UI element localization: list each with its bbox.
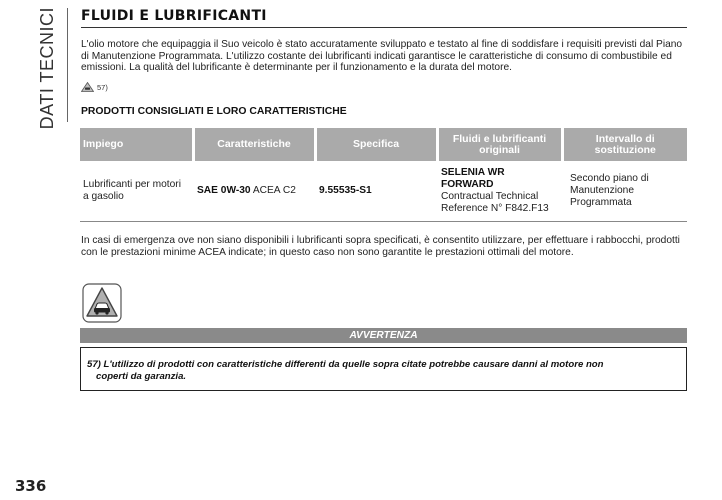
warning-text-line1: 57) L'utilizzo di prodotti con caratteristiche differenti da quelle sopra citate potrebbe causare danni al motore non	[87, 359, 604, 370]
note-reference	[81, 81, 108, 93]
products-table	[80, 128, 687, 222]
cell-caratteristiche	[193, 161, 315, 222]
side-divider	[67, 8, 68, 122]
section-label-text: DATI TECNICI	[36, 6, 57, 130]
products-subheading: PRODOTTI CONSIGLIATI E LORO CARATTERISTICHE	[81, 106, 347, 117]
cell-specifica	[315, 161, 437, 222]
cell-impiego: Lubrificanti per motori a gasolio	[80, 161, 193, 222]
warning-text-line2: coperti da garanzia.	[96, 371, 187, 382]
cell-fluidi-bold: SELENIA WR FORWARD	[441, 167, 505, 190]
header-caratteristiche: Caratteristiche	[193, 128, 315, 161]
cell-fluidi	[437, 161, 562, 222]
emergency-paragraph: In casi di emergenza ove non siano disponibili i lubrificanti sopra specificati, è consentito utilizzare, per effettuare i rabbocchi, prodotti con le prestazioni minime ACEA indicate; in questo caso non sono garantite le prestazioni ottimali del motore.	[81, 235, 680, 258]
page-title: FLUIDI E LUBRIFICANTI	[81, 8, 687, 28]
header-intervallo: Intervallo di sostituzione	[562, 128, 687, 161]
cell-fluidi-rest: Contractual Technical Reference N° F842.F13	[441, 191, 549, 214]
car-warning-icon	[82, 283, 122, 323]
table-header-row	[80, 128, 687, 161]
warning-box	[80, 347, 687, 391]
note-reference-number: 57)	[97, 82, 108, 92]
cell-specifica-value: 9.55535-S1	[319, 185, 372, 196]
table-row	[80, 161, 687, 222]
section-side-label	[33, 6, 61, 130]
header-specifica: Specifica	[315, 128, 437, 161]
page-number: 336	[15, 477, 47, 495]
warning-heading-bar: AVVERTENZA	[80, 328, 687, 343]
cell-caratteristiche-bold: SAE 0W-30	[197, 185, 251, 196]
warning-icon-box	[82, 283, 122, 328]
car-warning-icon	[81, 82, 94, 92]
header-fluidi: Fluidi e lubrificanti originali	[437, 128, 562, 161]
intro-paragraph: L'olio motore che equipaggia il Suo veicolo è stato accuratamente sviluppato e testato al fine di soddisfare i requisiti previsti dal Piano di Manutenzione Programmata. L'utilizzo costante dei lubrificanti indicati garantisce le caratteristiche di consumo di combustibile ed emissioni. La qualità del lubrificante è determinante per il funzionamento e la durata del motore.	[81, 39, 683, 74]
cell-intervallo: Secondo piano di Manutenzione Programmata	[562, 161, 687, 222]
header-impiego: Impiego	[80, 128, 193, 161]
cell-caratteristiche-rest: ACEA C2	[250, 185, 296, 196]
